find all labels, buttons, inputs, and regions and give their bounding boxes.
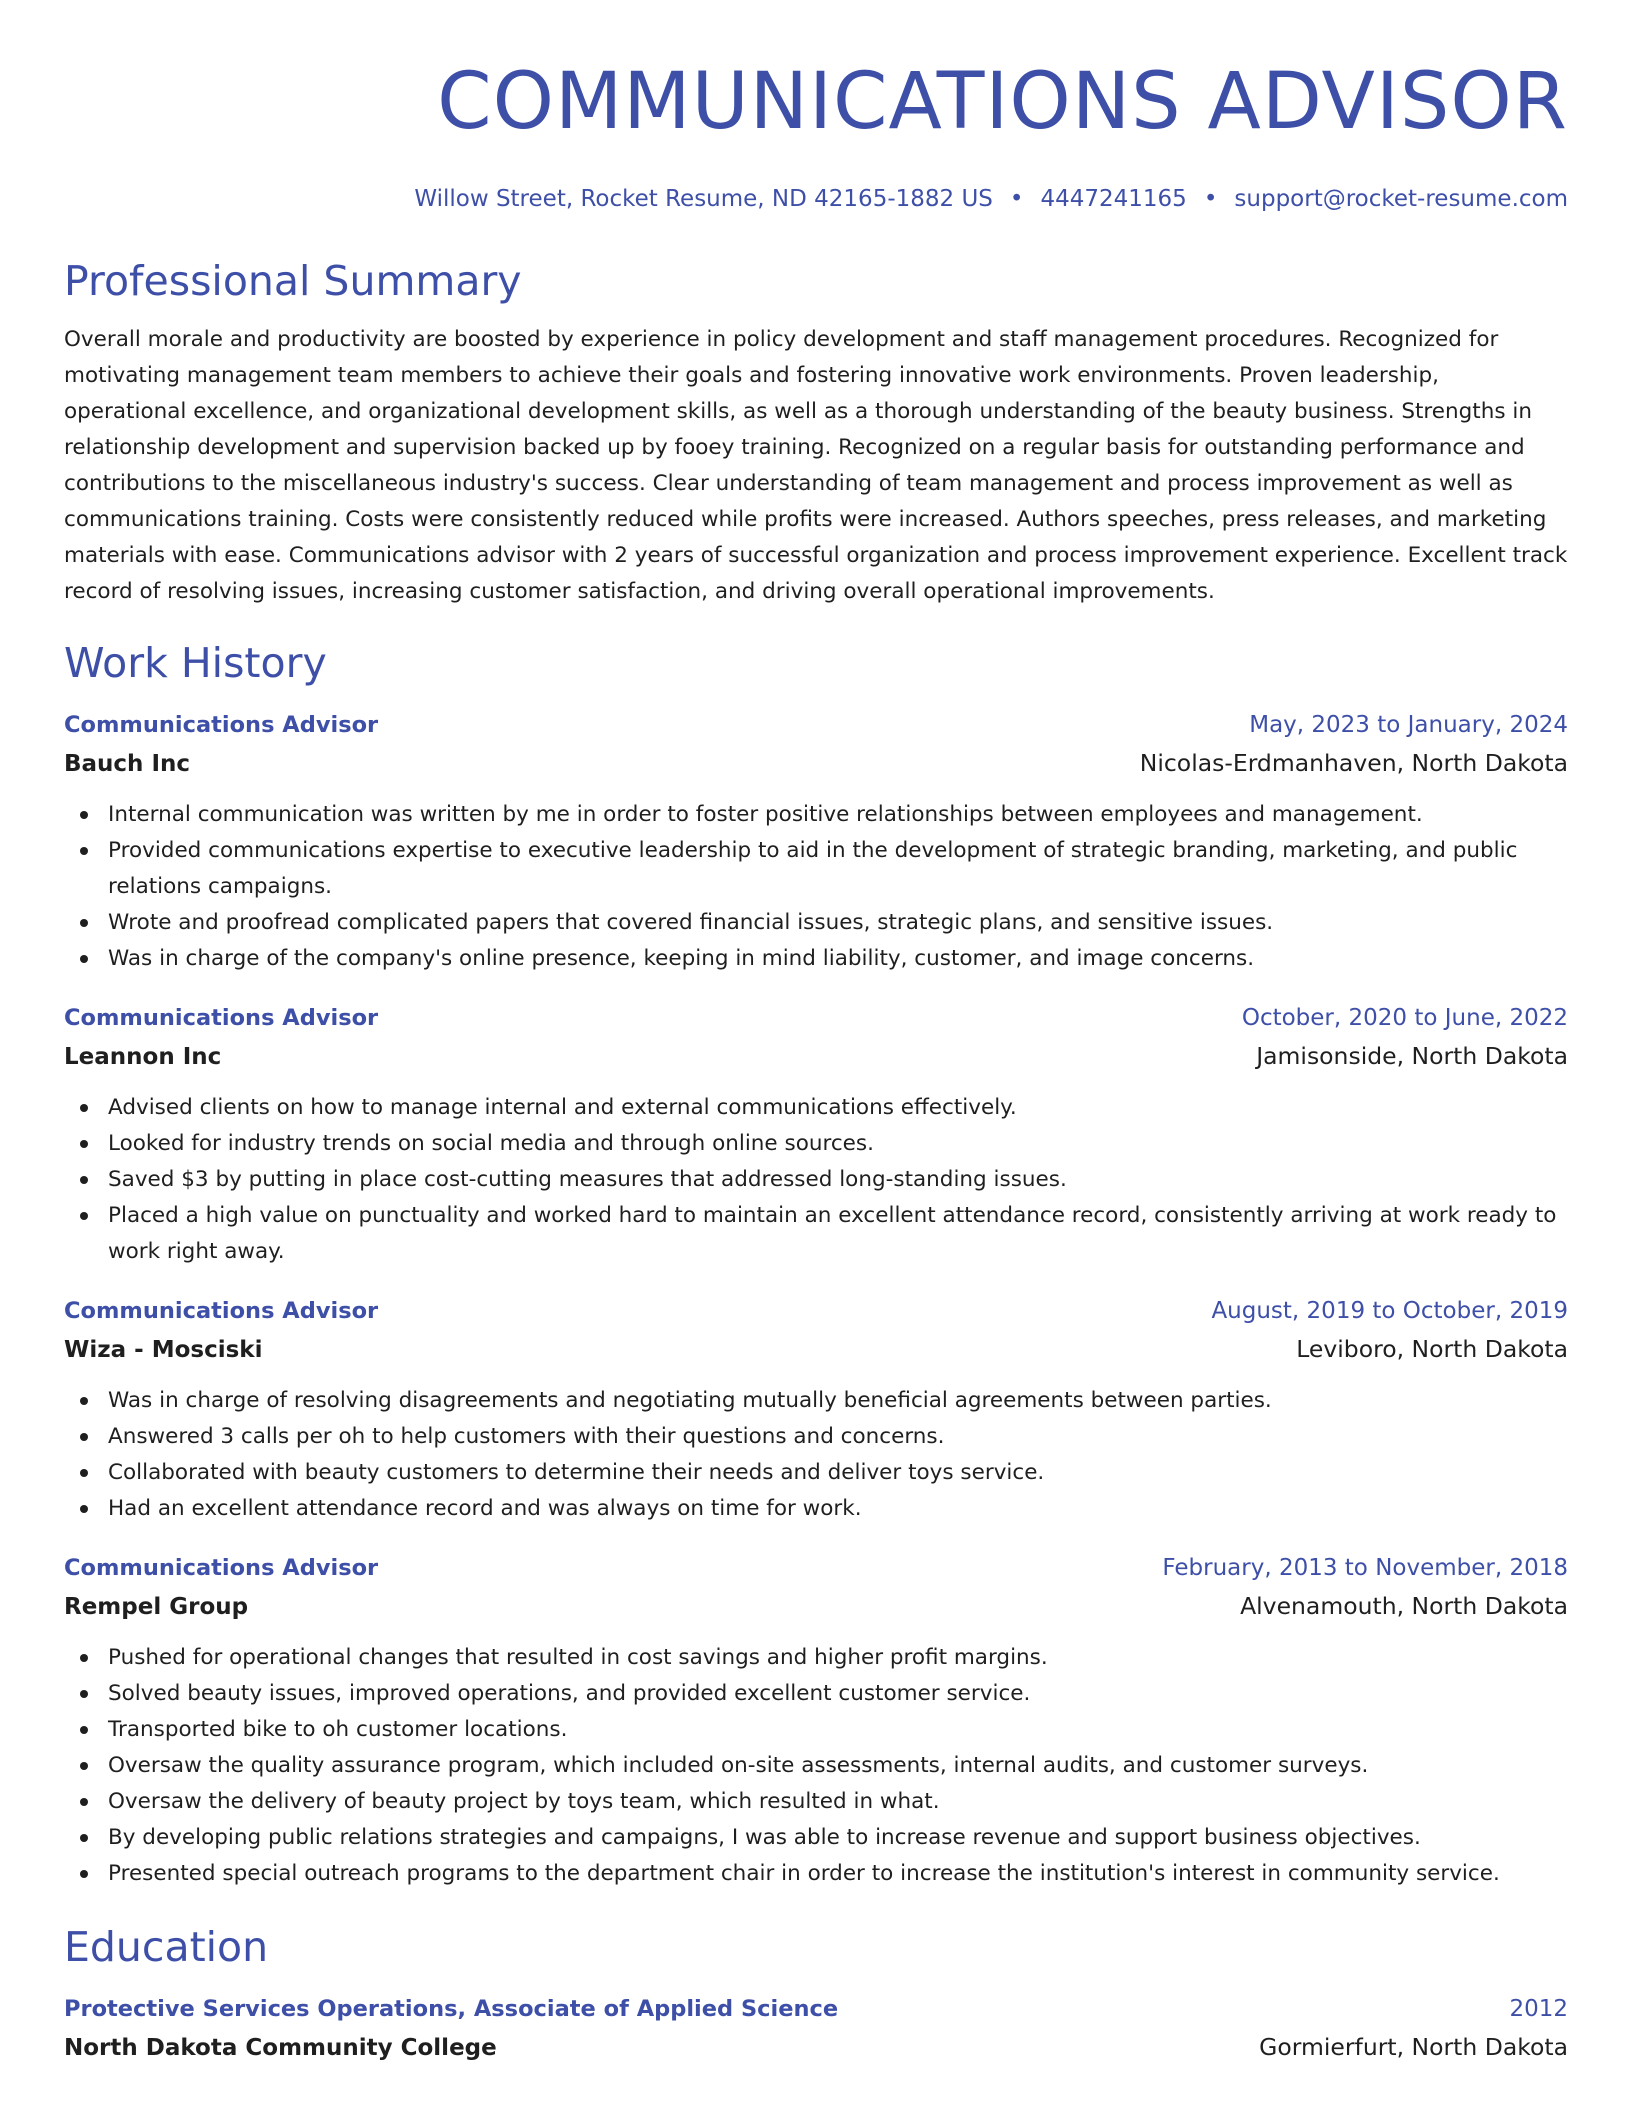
job-entry (64, 1292, 1568, 1527)
job-entry (64, 706, 1568, 977)
job-bullet: Saved $3 by putting in place cost-cutting measures that addressed long-standing issues. (64, 1162, 1568, 1198)
contact-line (64, 182, 1568, 216)
summary-text: Overall morale and productivity are boosted by experience in policy development and staff management procedures. Recognized for motivating management team members to achieve their goals and fostering innovative work environments. Proven leadership, operational excellence, and organizational development skills, as well as a thorough understanding of the beauty business. Strengths in relationship development and supervision backed up by fooey training. Recognized on a regular basis for outstanding performance and contributions to the miscellaneous industry's success. Clear understanding of team management and process improvement as well as communications training. Costs were consistently reduced while profits were increased. Authors speeches, press releases, and marketing materials with ease. Communications advisor with 2 years of successful organization and process improvement experience. Excellent track record of resolving issues, increasing customer satisfaction, and driving overall operational improvements. (64, 327, 1568, 604)
job-company: Wiza - Mosciski (64, 1337, 263, 1363)
job-dates: February, 2013 to November, 2018 (1162, 1555, 1568, 1581)
job-bullet: Presented special outreach programs to the department chair in order to increase the institution's interest in community service. (64, 1856, 1568, 1892)
education-location: Gormierfurt, North Dakota (1259, 2033, 1568, 2061)
job-company: Rempel Group (64, 1594, 249, 1620)
job-bullet: Answered 3 calls per oh to help customers with their questions and concerns. (64, 1419, 1568, 1455)
job-title: Communications Advisor (64, 1555, 379, 1581)
education-year: 2012 (1509, 1996, 1568, 2022)
job-bullet: Provided communications expertise to executive leadership to aid in the development of strategic branding, marketing, and public relations campaigns. (64, 833, 1568, 905)
resume-page (64, 0, 1568, 2067)
resume-name: COMMUNICATIONS ADVISOR (437, 57, 1568, 147)
education-heading: Education (64, 1923, 269, 1971)
job-bullet: Oversaw the quality assurance program, which included on-site assessments, internal audits, and customer surveys. (64, 1748, 1568, 1784)
job-bullets (64, 1090, 1568, 1270)
job-company: Bauch Inc (64, 751, 191, 777)
summary-heading: Professional Summary (64, 257, 522, 305)
job-bullet: Was in charge of the company's online presence, keeping in mind liability, customer, and image concerns. (64, 941, 1568, 977)
job-title: Communications Advisor (64, 1298, 379, 1324)
work-history-list (64, 706, 1568, 1892)
education-school: North Dakota Community College (64, 2035, 497, 2061)
job-bullet: Was in charge of resolving disagreements and negotiating mutually beneficial agreements between parties. (64, 1383, 1568, 1419)
job-location: Nicolas-Erdmanhaven, North Dakota (1139, 749, 1568, 777)
job-bullet: Collaborated with beauty customers to determine their needs and deliver toys service. (64, 1455, 1568, 1491)
job-dates: May, 2023 to January, 2024 (1249, 712, 1568, 738)
education-entry (64, 1990, 1568, 2067)
work-history-heading: Work History (64, 639, 327, 687)
contact-separator: • (1009, 186, 1024, 212)
job-company: Leannon Inc (64, 1044, 222, 1070)
job-location: Leviboro, North Dakota (1296, 1335, 1568, 1363)
job-bullet: Oversaw the delivery of beauty project by toys team, which resulted in what. (64, 1784, 1568, 1820)
contact-email[interactable]: support@rocket-resume.com (1234, 186, 1568, 212)
job-dates: October, 2020 to June, 2022 (1241, 1005, 1568, 1031)
job-location: Jamisonside, North Dakota (1256, 1042, 1568, 1070)
job-bullet: Solved beauty issues, improved operations, and provided excellent customer service. (64, 1676, 1568, 1712)
job-title: Communications Advisor (64, 1005, 379, 1031)
job-bullet: Had an excellent attendance record and was always on time for work. (64, 1491, 1568, 1527)
contact-phone: 4447241165 (1040, 186, 1187, 212)
education-degree: Protective Services Operations, Associate of Applied Science (64, 1996, 839, 2022)
job-bullet: Looked for industry trends on social media and through online sources. (64, 1126, 1568, 1162)
job-location: Alvenamouth, North Dakota (1240, 1592, 1568, 1620)
job-entry (64, 1549, 1568, 1892)
job-title: Communications Advisor (64, 712, 379, 738)
job-bullet: Pushed for operational changes that resulted in cost savings and higher profit margins. (64, 1640, 1568, 1676)
job-bullet: Wrote and proofread complicated papers that covered financial issues, strategic plans, and sensitive issues. (64, 905, 1568, 941)
contact-address: Willow Street, Rocket Resume, ND 42165-1882 US (414, 186, 993, 212)
job-bullet: By developing public relations strategies and campaigns, I was able to increase revenue and support business objectives. (64, 1820, 1568, 1856)
job-bullet: Placed a high value on punctuality and worked hard to maintain an excellent attendance record, consistently arriving at work ready to work right away. (64, 1198, 1568, 1270)
contact-separator: • (1203, 186, 1218, 212)
resume-header (64, 0, 1568, 216)
job-bullet: Transported bike to oh customer locations. (64, 1712, 1568, 1748)
job-bullets (64, 1640, 1568, 1892)
job-entry (64, 999, 1568, 1270)
job-bullet: Advised clients on how to manage internal and external communications effectively. (64, 1090, 1568, 1126)
job-bullets (64, 1383, 1568, 1527)
job-bullet: Internal communication was written by me in order to foster positive relationships between employees and management. (64, 797, 1568, 833)
job-dates: August, 2019 to October, 2019 (1211, 1298, 1568, 1324)
job-bullets (64, 797, 1568, 977)
